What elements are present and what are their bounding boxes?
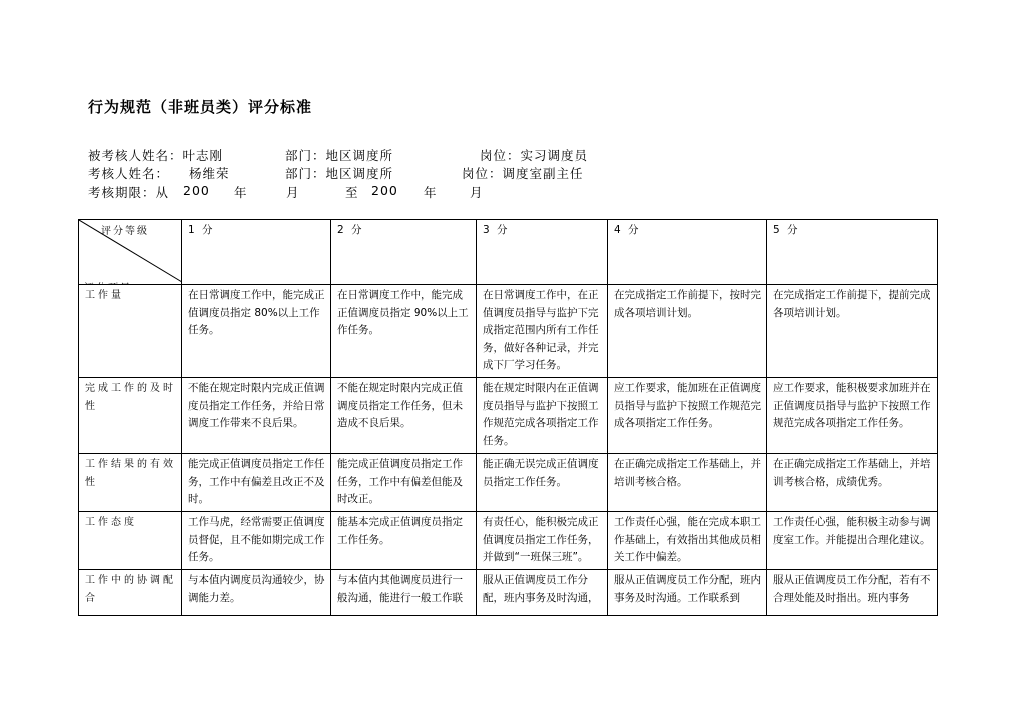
page-title: 行为规范（非班员类）评分标准 — [88, 98, 313, 116]
level-4-header: 4 分 — [608, 220, 767, 285]
period-start-year-unit: 年 — [234, 185, 248, 200]
examiner-label: 考核人姓名： — [88, 166, 170, 181]
examiner-name: 杨维荣 — [189, 166, 230, 181]
period-end-year-unit: 年 — [424, 185, 438, 200]
table-cell: 不能在规定时限内完成正值调度员指定工作任务，并给日常调度工作带来不良后果。 — [182, 378, 331, 454]
table-cell: 在完成指定工作前提下，提前完成各项培训计划。 — [767, 285, 938, 378]
level-5-header: 5 分 — [767, 220, 938, 285]
examiner-dept: 部门：地区调度所 — [285, 166, 394, 181]
corner-top-label: 评分等级 — [101, 226, 149, 237]
table-row — [79, 378, 938, 454]
level-1-header: 1 分 — [182, 220, 331, 285]
table-cell: 工作责任心强，能积极主动参与调度室工作。并能提出合理化建议。 — [767, 512, 938, 570]
header-row — [79, 220, 938, 285]
examinee-row — [88, 146, 223, 164]
table-cell: 能正确无误完成正值调度员指定工作任务。 — [477, 454, 608, 512]
level-3-header: 3 分 — [477, 220, 608, 285]
examinee-dept: 部门：地区调度所 — [285, 148, 394, 163]
row-item: 工作态度 — [79, 512, 182, 570]
scoring-table — [78, 219, 938, 616]
examiner-post: 岗位：调度室副主任 — [462, 166, 584, 181]
table-cell: 应工作要求，能加班在正值调度员指导与监护下按照工作规范完成各项指定工作任务。 — [608, 378, 767, 454]
table-cell: 服从正值调度员工作分配，班内事务及时沟通， — [477, 570, 608, 616]
table-cell: 工作马虎，经常需要正值调度员督促，且不能如期完成工作任务。 — [182, 512, 331, 570]
table-cell: 能完成正值调度员指定工作任务，工作中有偏差但能及时改正。 — [331, 454, 477, 512]
row-item: 工作量 — [79, 285, 182, 378]
period-start-month-unit: 月 — [286, 185, 300, 200]
examinee-label: 被考核人姓名： — [88, 148, 183, 163]
table-cell: 能完成正值调度员指定工作任务，工作中有偏差且改正不及时。 — [182, 454, 331, 512]
table-cell: 在日常调度工作中，能完成正值调度员指定 80%以上工作任务。 — [182, 285, 331, 378]
table-cell: 与本值内其他调度员进行一般沟通，能进行一般工作联 — [331, 570, 477, 616]
table-cell: 服从正值调度员工作分配，班内事务及时沟通。工作联系到 — [608, 570, 767, 616]
table-cell: 在日常调度工作中，能完成正值调度员指定 90%以上工作任务。 — [331, 285, 477, 378]
table-row — [79, 570, 938, 616]
table-cell: 应工作要求，能积极要求加班并在正值调度员指导与监护下按照工作规范完成各项指定工作任务。 — [767, 378, 938, 454]
table-cell: 不能在规定时限内完成正值调度员指定工作任务，但未造成不良后果。 — [331, 378, 477, 454]
level-2-header: 2 分 — [331, 220, 477, 285]
row-item: 工作中的协调配合 — [79, 570, 182, 616]
examiner-row — [88, 164, 230, 182]
table-cell: 能基本完成正值调度员指定工作任务。 — [331, 512, 477, 570]
table-row — [79, 512, 938, 570]
table-row — [79, 285, 938, 378]
table-cell: 有责任心，能积极完成正值调度员指定工作任务，并做到“一班保三班”。 — [477, 512, 608, 570]
corner-bottom-label — [84, 280, 132, 285]
period-to: 至 — [345, 185, 359, 200]
table-cell: 服从正值调度员工作分配，若有不合理处能及时指出。班内事务 — [767, 570, 938, 616]
period-end-year: 200 — [371, 183, 398, 198]
corner-cell — [79, 220, 182, 285]
table-cell: 在正确完成指定工作基础上，并培训考核合格，成绩优秀。 — [767, 454, 938, 512]
period-start-year: 200 — [183, 183, 210, 198]
period-end-month-unit: 月 — [470, 185, 484, 200]
table-cell: 在日常调度工作中，在正值调度员指导与监护下完成指定范围内所有工作任务，做好各种记录，并完成下厂学习任务。 — [477, 285, 608, 378]
period-label: 考核期限：从 — [88, 185, 170, 200]
examinee-post: 岗位：实习调度员 — [480, 148, 589, 163]
table-cell: 在完成指定工作前提下，按时完成各项培训计划。 — [608, 285, 767, 378]
table-cell: 与本值内调度员沟通较少，协调能力差。 — [182, 570, 331, 616]
table-cell: 在正确完成指定工作基础上，并培训考核合格。 — [608, 454, 767, 512]
row-item: 工作结果的有效性 — [79, 454, 182, 512]
table-row — [79, 454, 938, 512]
table-cell: 工作责任心强，能在完成本职工作基础上，有效指出其他成员相关工作中偏差。 — [608, 512, 767, 570]
row-item: 完成工作的及时性 — [79, 378, 182, 454]
table-cell: 能在规定时限内在正值调度员指导与监护下按照工作规范完成各项指定工作任务。 — [477, 378, 608, 454]
examinee-name: 叶志刚 — [182, 148, 224, 163]
